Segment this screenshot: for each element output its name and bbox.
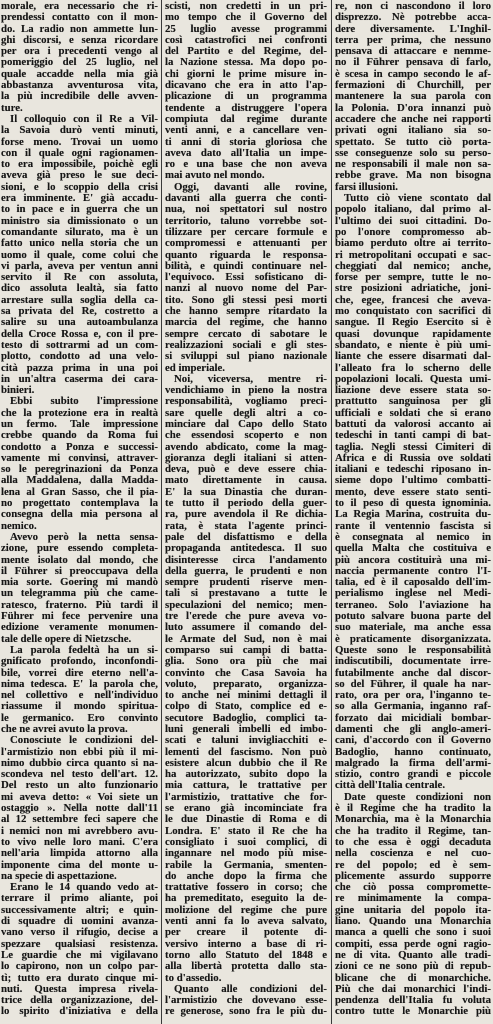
text-line: no il Führer pensava di farlo,	[335, 57, 491, 69]
text-line: della guerra, le prudenti e non	[165, 565, 327, 577]
text-line: lo spirito d'iniziativa e della	[1, 1006, 158, 1018]
text-line: plicazione di un programma	[165, 91, 327, 103]
text-line: trice della organizzazione, del-	[1, 995, 158, 1007]
text-line: ha autorizzato, subito dopo la	[165, 769, 327, 781]
text-line: gioranza degli italiani si atten-	[165, 452, 327, 464]
paragraph	[1, 114, 158, 396]
text-line: indiscutibili, documentate irre-	[335, 656, 491, 668]
text-line: Del resto un alto funzionario	[1, 780, 158, 792]
text-line: so le peregrinazioni da Ponza	[1, 464, 158, 476]
paragraph	[165, 984, 327, 1018]
text-line: alla libertà protetta dallo sta-	[165, 961, 327, 973]
text-line: ture.	[1, 102, 23, 114]
text-line: do anche dopo la firma che	[165, 870, 327, 882]
text-line: la Nazione stessa. Ma dopo po-	[165, 57, 327, 69]
text-line: ra, pure avendola il Re dichia-	[165, 509, 327, 521]
text-line: mantenere la sua parola con	[335, 91, 491, 103]
paragraph	[335, 193, 491, 792]
text-line: na specie di aspettazione.	[1, 870, 117, 882]
text-line: Londra. E' stato il Re che ha	[165, 825, 327, 837]
text-line: realizzazioni sociali e gli stes-	[165, 339, 327, 351]
text-line: ratesco, fraterno. Più tardi il	[1, 599, 158, 611]
text-line: compromessi e attenuanti per	[165, 238, 327, 250]
column-divider	[331, 0, 332, 1024]
text-line: Erano le 14 quando vedo at-	[10, 882, 158, 894]
text-line: Avevo però la netta sensa-	[10, 531, 158, 543]
text-line: disinteresse circa l'andamento	[165, 554, 327, 566]
text-line: esistere alcun dubbio che il Re	[165, 757, 327, 769]
text-line: ti anni di storia gloriosa che	[165, 136, 327, 148]
text-line: nel collettivo e nell'individuo	[1, 690, 158, 702]
text-line: pensava di attaccare e nemme-	[335, 46, 491, 58]
text-line: vi parla, aveva per ventun anni	[1, 260, 158, 272]
text-line: nua, noi spettatori sul nostro	[165, 204, 327, 216]
text-line: so alla Germania, inganno raf-	[335, 701, 491, 713]
text-line: Il colloquio con il Re a Vil-	[10, 113, 158, 125]
text-line: vendichiamo in pieno la nostra	[165, 385, 327, 397]
text-line: è consegnata al nemico in	[335, 531, 491, 543]
paragraph	[1, 396, 158, 532]
paragraph	[165, 374, 327, 984]
text-line: luto assumere il comando del-	[165, 622, 327, 634]
text-line: tendente a distruggere l'opera	[165, 102, 327, 114]
text-line: cità pazza prima in una poi	[1, 362, 158, 374]
text-line: città dell'Italia centrale.	[335, 780, 446, 792]
text-line: che essendosi scoperto e non	[165, 430, 327, 442]
text-line: che ne avrei avuto la prova.	[1, 724, 128, 735]
text-line: comparso sui campi di batta-	[165, 644, 327, 656]
text-line: La parola fedeltà ha un si-	[10, 644, 158, 656]
text-line: Noi, viceversa, mentre ri-	[174, 373, 327, 385]
text-line: responsabilità, vogliamo preci-	[165, 396, 327, 408]
text-line: tito. Sono gli stessi pesi morti	[165, 294, 327, 306]
text-line: fatto unico nella storia che un	[1, 238, 158, 250]
paragraph	[1, 532, 158, 645]
text-line: nemico.	[1, 520, 37, 532]
text-line: Oggi, davanti alle rovine,	[174, 181, 327, 193]
text-line: per ora i precedenti vengo al	[1, 46, 158, 58]
text-line: deva, può e deve essere chia-	[165, 464, 327, 476]
text-line: nimo dubbio circa quanto si na-	[1, 757, 158, 769]
text-line: speculazioni del nemico; men-	[165, 599, 327, 611]
text-line: di squadre di uomini avanza-	[1, 916, 158, 928]
text-line: italiani e tedeschi riposano in-	[335, 464, 491, 476]
text-line: aveva già preso le sue deci-	[1, 170, 158, 182]
text-line: ufficiali e soldati che si erano	[335, 407, 491, 419]
text-line: è scesa in campo secondo le af-	[335, 68, 491, 80]
paragraph	[165, 182, 327, 374]
text-line: terraneo. Solo l'aviazione ha	[335, 599, 491, 611]
text-line: E' la sua Dinastia che duran-	[165, 486, 327, 498]
text-line: popolazioni locali. Questa umi-	[335, 373, 491, 385]
text-line: talia, ed è il caposaldo dell'im-	[335, 577, 491, 589]
text-line: nuti. Questa impresa rivela-	[1, 983, 158, 995]
text-line: quella Malta che costituiva e	[335, 543, 491, 555]
text-line: la più incredibile delle avven-	[1, 91, 158, 103]
text-line: avendo abdicato, come la mag-	[165, 441, 327, 453]
text-line: riassume il mondo spiritua-	[1, 701, 158, 713]
text-line: to vivo nelle loro mani. C'era	[1, 836, 158, 848]
text-line: tilizzare per cercare formule e	[165, 226, 327, 238]
text-line: propaganda antitedesca. Il suo	[165, 543, 327, 555]
text-line: che ciò possa compromette-	[335, 882, 491, 894]
text-line: imponente cima del monte u-	[1, 859, 158, 871]
text-line: compiuta dal regime durante	[165, 113, 327, 125]
text-line: un fermo. Tale impressione	[1, 418, 158, 430]
text-line: le due Dinastie di Roma e di	[165, 814, 327, 826]
text-line: ro e una base che non aveva	[165, 159, 327, 171]
text-line: servito il Re con assoluta,	[1, 272, 158, 284]
text-line: la Polonia. D'ora innanzi può	[335, 102, 491, 114]
text-line: tale delle opere di Nietzsche.	[1, 633, 132, 645]
text-line: battuti da valorosi accanto ai	[335, 418, 491, 430]
text-line: Führer mi fece pervenire una	[1, 611, 158, 623]
text-line: arrestare sulla soglia della ca-	[1, 294, 158, 306]
text-line: rebbe grave. Ma non bisogna	[335, 170, 491, 182]
text-line: dere diversamente. L'Inghil-	[335, 23, 491, 35]
text-line: lementi del fascismo. Non può	[165, 746, 327, 758]
text-line: so del Führer, il quale ha nar-	[335, 678, 491, 690]
text-line: venti anni fa lo aveva salvato,	[165, 916, 327, 928]
text-line: sempre cercato di sabotare le	[165, 328, 327, 340]
text-line: sbandato, e niente è più umi-	[335, 339, 491, 351]
text-line: bile, vorrei dire eterno nell'a-	[1, 667, 158, 679]
article-column	[1, 1, 158, 1018]
text-line: Quanto alle condizioni del-	[174, 983, 327, 995]
text-line: è il Regime che ha tradito la	[335, 803, 491, 815]
text-line: aveva dato all'Italia un impe-	[165, 147, 327, 159]
text-line: sare quelle degli altri a co-	[165, 407, 327, 419]
text-line: sse conseguenze solo su perso-	[335, 147, 491, 159]
text-line: uomo il quale, come colui che	[1, 249, 158, 261]
text-line: malgrado la firma dell'armi-	[335, 757, 491, 769]
text-line: chi giorni le prime misure in-	[165, 68, 327, 80]
text-line: no progettato contemplava la	[1, 498, 158, 510]
text-line: tì; tutto era durato cinque mi-	[1, 972, 158, 984]
text-line: 25 luglio avesse programmi	[165, 23, 327, 35]
text-line: fermazioni di Churchill, per	[335, 80, 491, 92]
text-line: l'armistizio che dovevano esse-	[165, 995, 327, 1007]
text-line: glia. Sono ora più che mai	[165, 656, 327, 668]
text-line: l'alleato fra lo scherno delle	[335, 362, 491, 374]
article-column	[335, 1, 491, 1018]
text-line: venti anni, e a cancellare ven-	[165, 125, 327, 137]
text-line: liazione deve essere stata so-	[335, 385, 491, 397]
article-column	[165, 1, 327, 1018]
text-line: è praticamente disorganizzata.	[335, 633, 491, 645]
text-line: crebbe quando da Roma fui	[1, 430, 158, 442]
text-line: dico assoluta lealtà, sia fatto	[1, 283, 158, 295]
text-line: lena al Gran Sasso, che il pia-	[1, 486, 158, 498]
text-line: le Armate del Sud, non è mai	[165, 633, 327, 645]
text-line: mento, deve essere stato senti-	[335, 486, 491, 498]
text-line: quanto riguarda le responsa-	[165, 249, 327, 261]
text-line: ed imperiale.	[165, 362, 225, 374]
text-line: alla Maddalena, dalla Madda-	[1, 475, 158, 487]
text-line: forse meno. Trovai un uomo	[1, 136, 158, 148]
paragraph	[1, 882, 158, 1018]
text-line: mato direttamente in causa.	[165, 475, 327, 487]
text-line: compiti, essa perde ogni ragio-	[335, 938, 491, 950]
text-line: si sviluppi sul piano nazionale	[165, 351, 327, 363]
text-line: comandante silurato, ma è un	[1, 226, 158, 238]
text-line: Conosciute le condizioni del-	[10, 735, 158, 747]
paragraph	[165, 1, 327, 182]
text-line: stre posizioni adriatiche, joni-	[335, 283, 491, 295]
text-line: sieme dopo l'ultimo combatti-	[335, 475, 491, 487]
text-line: to d'assedio.	[165, 972, 222, 984]
text-line: davanti alla guerra che conti-	[165, 193, 327, 205]
text-line: colpo di Stato, complice ed e-	[165, 701, 327, 713]
text-line: bilità, e quindi continuare nel-	[165, 260, 327, 272]
text-line: ingannare nel modo più mise-	[165, 848, 327, 860]
text-line: consegna della mia persona al	[1, 509, 158, 521]
text-line: scisti, non credetti in un pri-	[165, 1, 327, 12]
text-line: terra per prima, che nessuno	[335, 34, 491, 46]
text-line: suo materiale, ma anche essa	[335, 622, 491, 634]
text-line: rato, ora per ora, l'inganno te-	[335, 690, 491, 702]
text-line: sa privata del Re, costretto a	[1, 306, 158, 318]
text-line: della Croce Rossa e, con il pre-	[1, 328, 158, 340]
text-line: rante il ventennio fascista si	[335, 520, 491, 532]
text-line: ministro sia dimissionato o un	[1, 215, 158, 227]
text-line: abbastanza avventurosa vita,	[1, 80, 158, 92]
text-line: luni generali imbelli ed imbo-	[165, 724, 327, 735]
text-line: le germanico. Ero convinto	[1, 712, 158, 724]
text-line: che la protezione era in realtà	[1, 407, 158, 419]
text-line: re generose, sono fra le più du-	[165, 1006, 327, 1018]
text-line: ri metropolitani occupati e sac-	[335, 249, 491, 261]
paragraph	[1, 645, 158, 735]
text-line: era imminente. E' già accadu-	[1, 193, 158, 205]
text-line: gine unitaria del popolo ita-	[335, 904, 491, 916]
text-line: in un'altra caserma dei cara-	[1, 373, 158, 385]
text-line: tre l'erede che pure aveva vo-	[165, 611, 327, 623]
text-line: pendenza dell'Italia fu voluta	[335, 995, 491, 1007]
text-line: gnificato profondo, inconfondi-	[1, 656, 158, 668]
text-line: La Regia Marina, costruita du-	[335, 509, 491, 521]
text-line: morale, era necessario che ri-	[1, 1, 158, 12]
text-line: mente isolato dal mondo, che	[1, 554, 158, 566]
text-line: prattutto sanguinosa per gli	[335, 396, 491, 408]
text-line: ostaggio ». Nella notte dall'11	[1, 803, 158, 815]
text-line: il Führer si preoccupava della	[1, 565, 158, 577]
text-line: damenti che gli anglo-ameri-	[335, 724, 491, 735]
text-line: terrare il primo aliante, poi	[1, 893, 158, 905]
text-line: che, egee, francesi che aveva-	[335, 294, 491, 306]
text-line: tedeschi in tanti campi di bat-	[335, 430, 491, 442]
text-line: pomeriggio del 25 luglio, nel	[1, 57, 158, 69]
text-line: minciare dal Capo dello Stato	[165, 418, 327, 430]
text-line: naccia permanente contro l'I-	[335, 565, 491, 577]
text-line: così catastrofici nei confronti	[165, 34, 327, 46]
text-line: cani, d'accordo con il Governo	[335, 735, 491, 747]
text-line: versivo interno a base di ri-	[165, 938, 327, 950]
text-line: privati ogni italiano sia so-	[335, 125, 491, 137]
text-line: Ebbi subito l'impressione	[10, 396, 158, 408]
text-line: vamente mi convinsi, attraver-	[1, 452, 158, 464]
text-line: pale del disfattismo e della	[165, 531, 327, 543]
text-line: to il peso di questa ignominia.	[335, 498, 491, 510]
text-line: convinto che Casa Savoia ha	[165, 667, 327, 679]
text-line: edizione veramente monumen-	[1, 622, 158, 634]
text-line: successivamente altri; e quin-	[1, 904, 158, 916]
text-line: un telegramma più che came-	[1, 588, 158, 600]
text-line: Africa e di Russia ove soldati	[335, 452, 491, 464]
text-line: mi aveva detto: « Voi siete un	[1, 791, 158, 803]
text-line: biamo perduto oltre ai territo-	[335, 238, 491, 250]
text-line: blicane che di monarchiche.	[335, 972, 491, 984]
text-line: po l'onore compromesso ab-	[335, 226, 491, 238]
text-line: taglia. Negli stessi Cimiteri di	[335, 441, 491, 453]
text-line: sangue. Il Regio Esercito si è	[335, 317, 491, 329]
text-line: zioni ce ne sono più di repub-	[335, 961, 491, 973]
text-line: testo di sottrarmi ad un com-	[1, 339, 158, 351]
text-line: to che essa è oggi decaduta	[335, 836, 491, 848]
text-line: sioni, e lo scoppio della crisi	[1, 181, 158, 193]
text-line: molizione del regime che pure	[165, 904, 327, 916]
text-line: se erano già incominciate fra	[165, 803, 327, 815]
text-line: Badoglio, hanno continuato,	[335, 746, 491, 758]
text-line: liano. Quando una Monarchia	[335, 916, 491, 928]
text-line: dicavano che era in atto l'ap-	[165, 80, 327, 92]
text-line: accadere che anche nei rapporti	[335, 113, 491, 125]
text-line: con il quale ogni ragionamen-	[1, 147, 158, 159]
text-line: perialismo inglese nel Medi-	[335, 588, 491, 600]
text-line: mo tempo che il Governo del	[165, 12, 327, 24]
text-line: Queste sono le responsabilità	[335, 644, 491, 656]
text-line: l'armistizio non ebbi più il mi-	[1, 746, 158, 758]
text-line: per creare il potente di-	[165, 927, 327, 939]
text-line: la Savoia durò venti minuti,	[1, 125, 158, 137]
text-line: che ha tradito il Regime, tan-	[335, 825, 491, 837]
text-line: Date queste condizioni non	[344, 791, 491, 803]
text-line: Tutto ciò viene scontato dal	[344, 193, 491, 205]
text-line: to anche nei minimi dettagli il	[165, 690, 327, 702]
text-line: del Partito e del Regime, del-	[165, 46, 327, 58]
text-line: lo capirono, non un colpo par-	[1, 961, 158, 973]
text-line: scati e taluni invigliacchiti e-	[165, 735, 327, 747]
column-divider	[161, 0, 162, 1024]
text-line: territorio, taluno vorrebbe sot-	[165, 215, 327, 227]
text-line: voluto, preparato, organizza-	[165, 678, 327, 690]
text-line: binieri.	[1, 385, 35, 397]
text-line: ha premeditato, eseguito la de-	[165, 893, 327, 905]
text-line: Più che dai monarchici l'indi-	[335, 983, 491, 995]
text-line: secutore Badoglio, complici ta-	[165, 712, 327, 724]
text-line: tali si prestavano a tutte le	[165, 588, 327, 600]
text-line: cheggiati dal nemico; anche,	[335, 260, 491, 272]
text-line: trattative fossero in corso; che	[165, 882, 327, 894]
text-line: plicemente assurdo supporre	[335, 870, 491, 882]
text-line: zione, pure essendo completa-	[1, 543, 158, 555]
text-line: ne di vita. Quanto alle tradi-	[335, 949, 491, 961]
paragraph	[335, 792, 491, 1018]
text-line: ghi discorsi, e senza ricordare	[1, 34, 158, 46]
text-line: che hanno sempre ritardato la	[165, 306, 327, 318]
text-line: mai avuto nel mondo.	[165, 170, 265, 182]
text-line: Monarchia, ma è la Monarchia	[335, 814, 491, 826]
text-line: ne responsabili il male non sa-	[335, 159, 491, 171]
text-line: salire su una autoambulanza	[1, 317, 158, 329]
text-line: i nemici non mi avrebbero avu-	[1, 825, 158, 837]
paragraph	[335, 1, 491, 193]
text-line: prendessi contatto con il mon-	[1, 12, 158, 24]
text-line: vano verso il rifugio, decise a	[1, 927, 158, 939]
text-line: rata, è stata l'agente princi-	[165, 520, 327, 532]
text-line: nell'aria limpida attorno alla	[1, 848, 158, 860]
text-line: farsi illusioni.	[335, 181, 398, 193]
text-line: te tutto il periodo della guer-	[165, 498, 327, 510]
text-line: re minimamente la compa-	[335, 893, 491, 905]
text-line: quale accadde nella mia già	[1, 68, 158, 80]
text-line: to in pace e in guerra che un	[1, 204, 158, 216]
text-line: spettato. Se tutto ciò porta-	[335, 136, 491, 148]
text-line: contro tutte le Monarchie più	[335, 1006, 491, 1018]
text-line: manca a quelli che sono i suoi	[335, 927, 491, 939]
text-line: Le guardie che mi vigilavano	[1, 949, 158, 961]
text-line: torno allo Statuto del 1848 e	[165, 949, 327, 961]
text-line: mia sorte. Goering mi mandò	[1, 577, 158, 589]
text-line: condotto a Ponza e successi-	[1, 441, 158, 453]
text-line: disprezzo. Nè potrebbe acca-	[335, 12, 491, 24]
text-line: nima tedesca. E' la parola che,	[1, 678, 158, 690]
text-line: re, non ci nascondono il loro	[335, 1, 491, 12]
text-line: rabile la Germania, smenten-	[165, 859, 327, 871]
text-line: liante che essere disarmati dal-	[335, 351, 491, 363]
text-line: re del popolo; ed è sem-	[335, 859, 491, 871]
paragraph	[1, 1, 158, 114]
text-line: più ancora costituirà una mi-	[335, 554, 491, 566]
text-line: futabilmente anche dal discor-	[335, 667, 491, 679]
text-line: l'equivoco. Essi sofisticano di-	[165, 272, 327, 284]
text-line: mo conquistato con sacrifici di	[335, 306, 491, 318]
text-line: sempre prudenti riserve men-	[165, 577, 327, 589]
text-line: plotto, condotto ad una velo-	[1, 351, 158, 363]
text-line: nella coscienza e nel cuo-	[335, 848, 491, 860]
text-line: l'armistizio, trattative che for-	[165, 791, 327, 803]
text-line: forzato dai micidiali bombar-	[335, 712, 491, 724]
text-line: l'ultimo dei suoi cittadini. Do-	[335, 215, 491, 227]
text-line: potuto salvare buona parte del	[335, 611, 491, 623]
text-line: forse per sempre, tutte le no-	[335, 272, 491, 284]
paragraph	[1, 735, 158, 882]
text-line: marcia del regime, che hanno	[165, 317, 327, 329]
text-line: spezzare qualsiasi resistenza.	[1, 938, 158, 950]
text-line: to era impossibile, poichè egli	[1, 159, 158, 171]
text-line: consigliato i suoi complici, di	[165, 836, 327, 848]
text-line: al 12 settembre feci sapere che	[1, 814, 158, 826]
text-line: scondeva nel testo dell'art. 12.	[1, 769, 158, 781]
text-line: mia cattura, le trattative per	[165, 780, 327, 792]
text-line: stizio, contro grandi e piccole	[335, 769, 491, 781]
text-line: do. La radio non ammette lun-	[1, 23, 158, 35]
text-line: popolo italiano, dal primo al-	[335, 204, 491, 216]
text-line: quasi dovunque rapidamente	[335, 328, 491, 340]
text-line: nanzi al nuovo nome del Par-	[165, 283, 327, 295]
